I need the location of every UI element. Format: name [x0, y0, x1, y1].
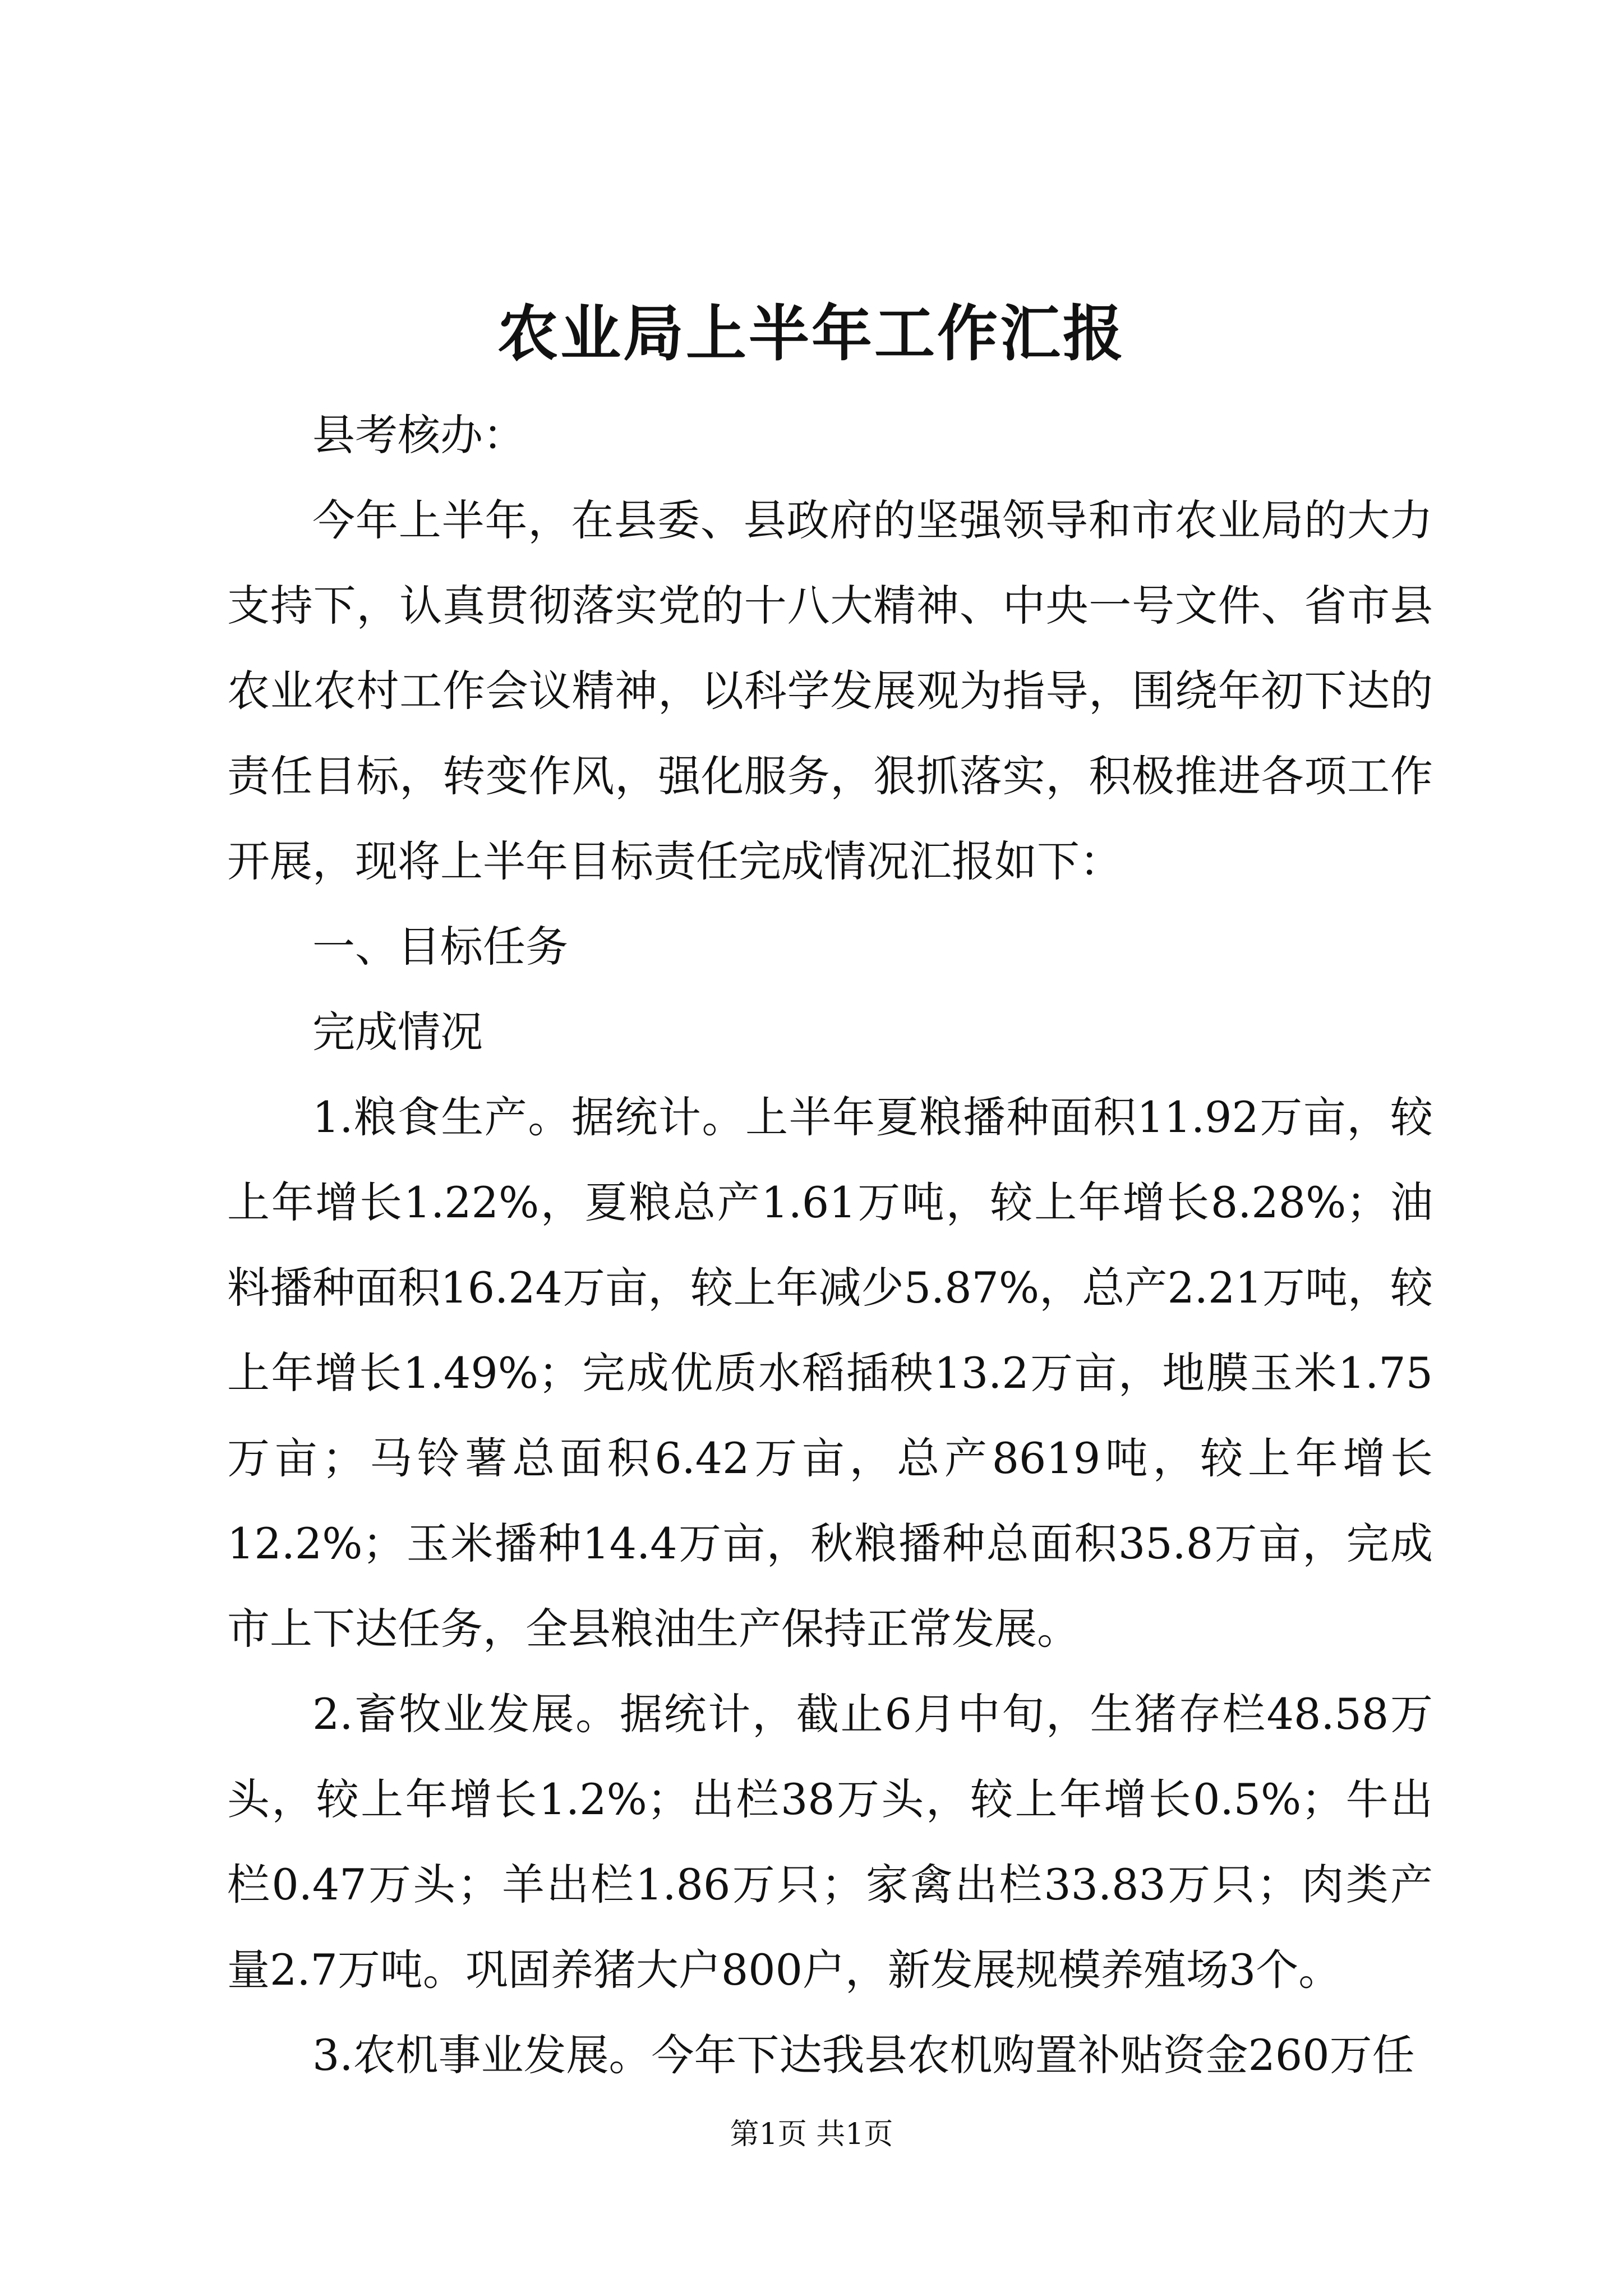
salutation: 县考核办： — [312, 410, 525, 460]
document-body — [227, 393, 1433, 2098]
paragraph-livestock: 2.畜牧业发展。据统计，截止6月中旬，生猪存栏48.58万头，较上年增长1.2%；出栏38万头，较上年增长0.5%；牛出栏0.47万头；羊出栏1.86万只；家禽出栏33.83万只；肉类产量2.7万吨。巩固养猪大户800户，新发展规模养殖场3个。 — [227, 1689, 1433, 1995]
paragraph-machinery: 3.农机事业发展。今年下达我县农机购置补贴资金260万任 — [312, 2030, 1415, 2080]
page-footer: 第1页 共1页 — [730, 2118, 893, 2151]
paragraph-intro: 今年上半年，在县委、县政府的坚强领导和市农业局的大力支持下，认真贯彻落实党的十八大精神、中央一号文件、省市县农业农村工作会议精神，以科学发展观为指导，围绕年初下达的责任目标，转变作风，强化服务，狠抓落实，积极推进各项工作开展，现将上半年目标责任完成情况汇报如下： — [227, 495, 1433, 886]
section-heading: 一、目标任务 — [312, 922, 568, 972]
paragraph-grain: 1.粮食生产。据统计。上半年夏粮播种面积11.92万亩，较上年增长1.22%，夏粮总产1.61万吨，较上年增长8.28%；油料播种面积16.24万亩，较上年减少5.87%，总产2.21万吨，较上年增长1.49%；完成优质水稻插秧13.2万亩，地膜玉米1.75万亩；马铃薯总面积6.42万亩，总产8619吨，较上年增长12.2%；玉米播种14.4万亩，秋粮播种总面积35.8万亩，完成市上下达任务，全县粮油生产保持正常发展。 — [227, 1092, 1433, 1654]
subsection-heading: 完成情况 — [312, 1007, 483, 1057]
document-title: 农业局上半年工作汇报 — [497, 298, 1126, 369]
